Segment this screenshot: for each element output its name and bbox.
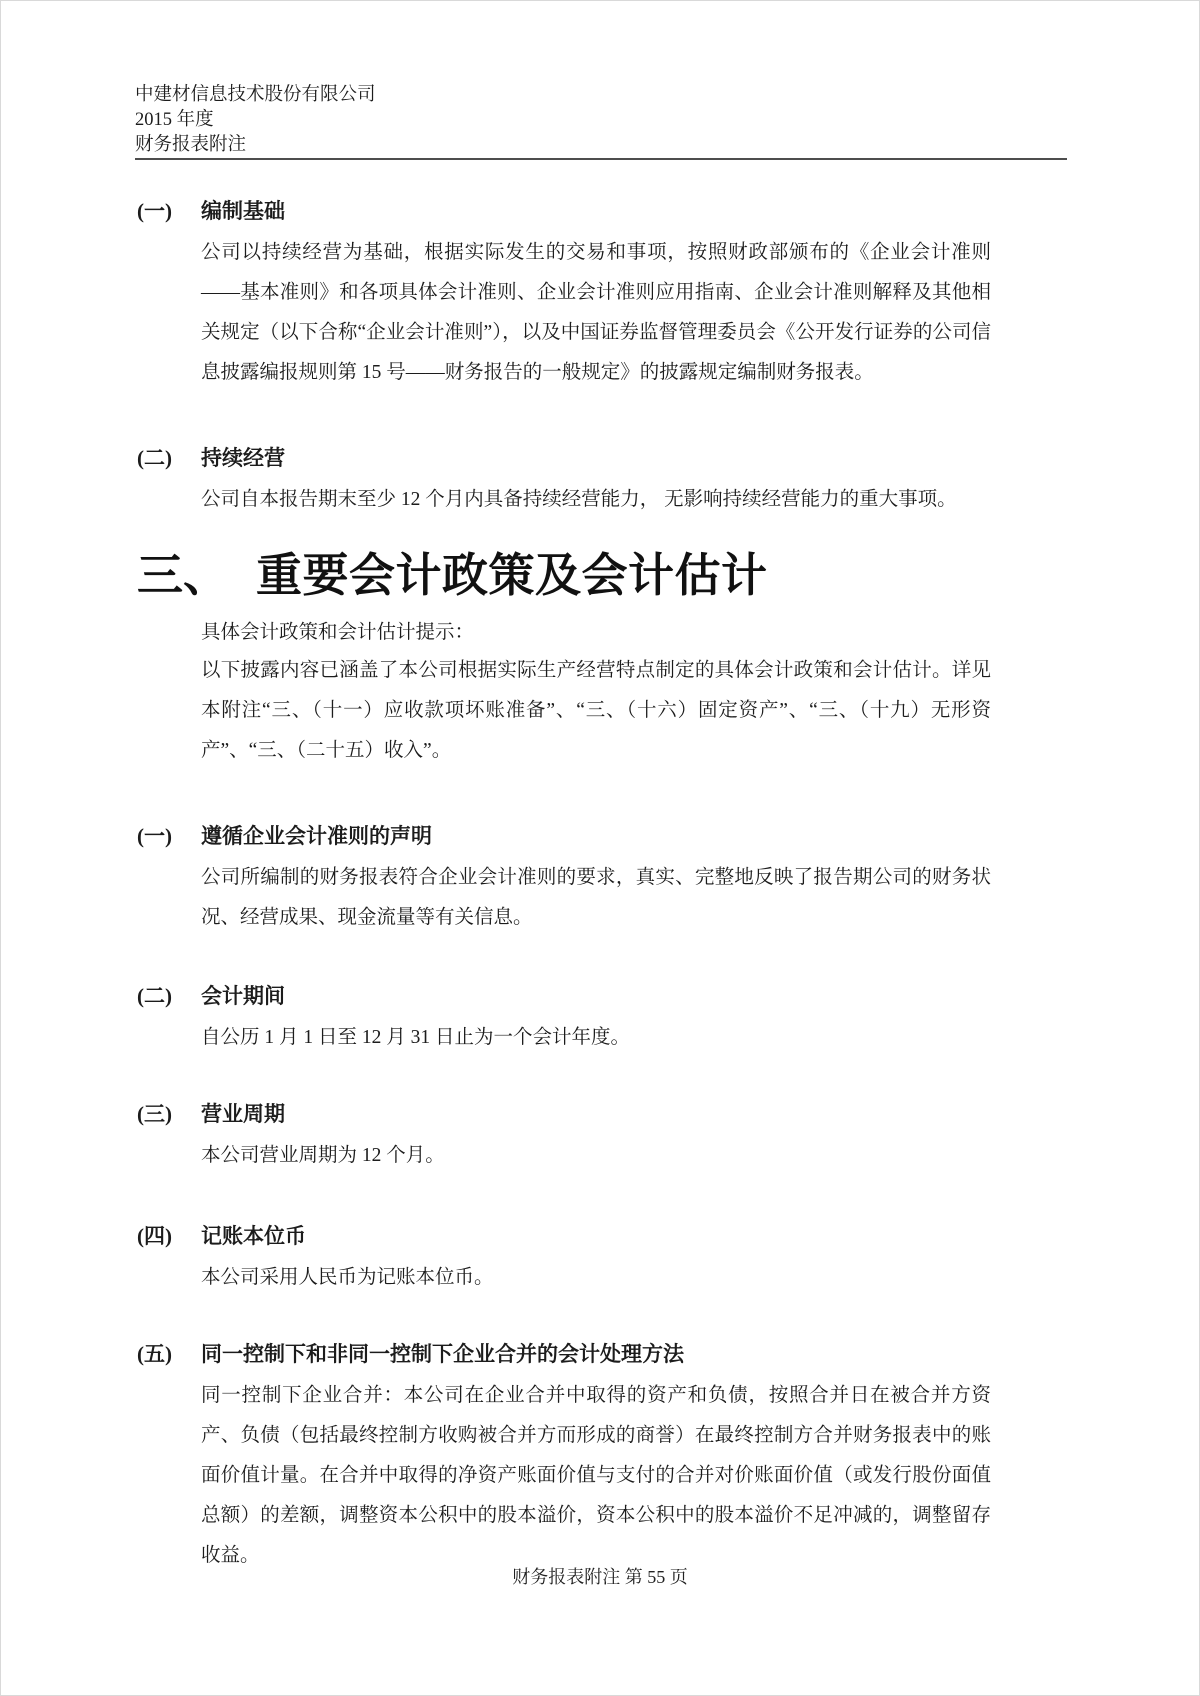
page-footer (1, 1565, 1199, 1589)
report-year: 2015 年度 (135, 110, 214, 130)
section-paragraph: 公司以持续经营为基础，根据实际发生的交易和事项，按照财政部颁布的《企业会计准则——基本准则》和各项具体会计准则、企业会计准则应用指南、企业会计准则解释及其他相关规定（以下合称“企业会计准则”），以及中国证券监督管理委员会《公开发行证券的公司信息披露编报规则第 15 号——财务报告的一般规定》的披露规定编制财务报表。 (201, 242, 991, 383)
chapter-title: 重要会计政策及会计估计 (256, 550, 768, 601)
section-heading (137, 1222, 993, 1250)
section-heading (137, 444, 993, 472)
section-compliance-statement (137, 822, 993, 938)
section-label: (四) (137, 1224, 172, 1248)
section-label: (一) (137, 824, 172, 848)
section-title: 营业周期 (201, 1102, 285, 1126)
section-paragraph: 同一控制下企业合并：本公司在企业合并中取得的资产和负债，按照合并日在被合并方资产、负债（包括最终控制方收购被合并方而形成的商誉）在最终控制方合并财务报表中的账面价值计量。在合并中取得的净资产账面价值与支付的合并对价账面价值（或发行股份面值总额）的差额，调整资本公积中的股本溢价，资本公积中的股本溢价不足冲减的，调整留存收益。 (201, 1385, 991, 1566)
section-title: 持续经营 (201, 446, 285, 470)
header-rule (135, 158, 1067, 160)
doc-header (135, 83, 376, 158)
section-title: 遵循企业会计准则的声明 (201, 824, 432, 848)
section-title: 编制基础 (201, 199, 285, 223)
chapter-number: 三、 (137, 550, 229, 601)
section-title: 同一控制下和非同一控制下企业合并的会计处理方法 (201, 1342, 684, 1366)
section-going-concern (137, 444, 993, 520)
policy-intro: 以下披露内容已涵盖了本公司根据实际生产经营特点制定的具体会计政策和会计估计。详见本附注“三、（十一）应收款项坏账准备”、“三、（十六）固定资产”、“三、（十九）无形资产”、“三、（二十五）收入”。 (201, 660, 991, 761)
section-label: (三) (137, 1102, 172, 1126)
section-accounting-period (137, 982, 993, 1058)
section-label: (二) (137, 984, 172, 1008)
section-heading (137, 822, 993, 850)
section-heading (137, 1340, 993, 1368)
section-paragraph: 公司所编制的财务报表符合企业会计准则的要求，真实、完整地反映了报告期公司的财务状况、经营成果、现金流量等有关信息。 (201, 867, 991, 928)
section-operating-cycle (137, 1100, 993, 1176)
chapter-heading (137, 548, 1037, 604)
company-name: 中建材信息技术股份有限公司 (135, 85, 376, 105)
section-paragraph: 本公司采用人民币为记账本位币。 (201, 1267, 494, 1288)
policy-note: 具体会计政策和会计估计提示： (201, 622, 475, 643)
section-label: (二) (137, 446, 172, 470)
footer-text: 财务报表附注 第 55 页 (512, 1567, 688, 1587)
section-paragraph: 自公历 1 月 1 日至 12 月 31 日止为一个会计年度。 (201, 1027, 631, 1048)
section-heading (137, 197, 993, 225)
section-title: 记账本位币 (201, 1224, 306, 1248)
section-heading (137, 1100, 993, 1128)
section-compilation-basis (137, 197, 993, 393)
section-business-combination (137, 1340, 993, 1576)
section-paragraph: 公司自本报告期末至少 12 个月内具备持续经营能力， 无影响持续经营能力的重大事项。 (201, 489, 957, 510)
section-paragraph: 本公司营业周期为 12 个月。 (201, 1145, 445, 1166)
section-heading (137, 982, 993, 1010)
section-functional-currency (137, 1222, 993, 1298)
section-label: (一) (137, 199, 172, 223)
section-title: 会计期间 (201, 984, 285, 1008)
section-label: (五) (137, 1342, 172, 1366)
doc-title: 财务报表附注 (135, 135, 247, 155)
